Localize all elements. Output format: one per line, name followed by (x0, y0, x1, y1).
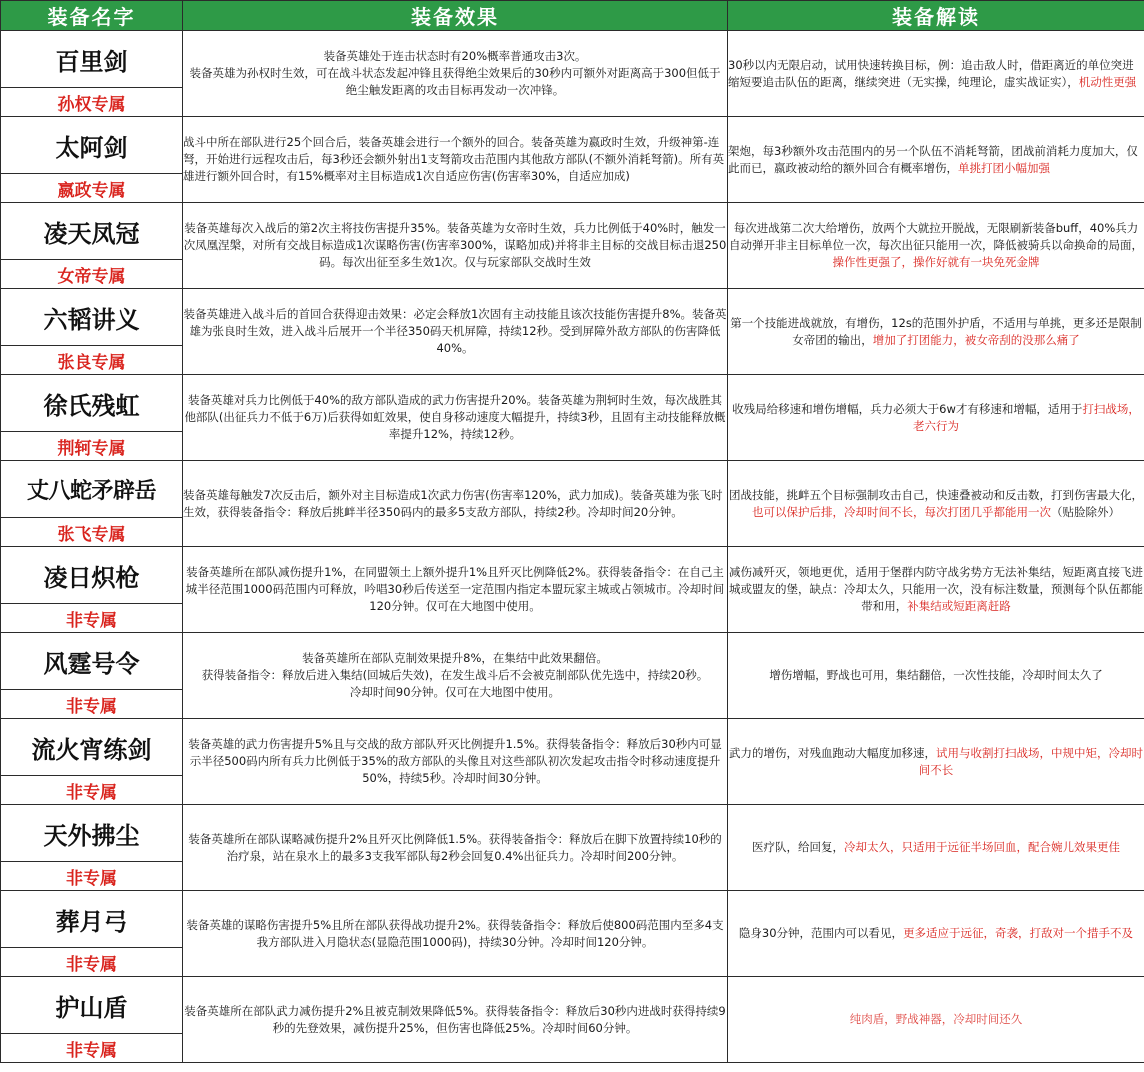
equipment-row (1, 633, 1144, 690)
interpretation-text: 武力的增伤，对残血跑动大幅度加移速， (729, 745, 936, 760)
interpretation-highlight: 纯肉盾，野战神器，冷却时间还久 (849, 1012, 1023, 1026)
equipment-name: 百里剑 (1, 31, 183, 88)
equipment-name: 风霆号令 (1, 633, 183, 690)
equipment-row (1, 375, 1144, 432)
equipment-effect: 装备英雄的武力伤害提升5%且与交战的敌方部队歼灭比例提升1.5%。获得装备指令：释放后30秒内可显示半径500码内所有兵力比例低于35%的敌方部队的头像且对这些部队初次发起攻击指令时移动速度提升50%，持续5秒。冷却时间30分钟。 (183, 719, 728, 805)
equipment-row (1, 891, 1144, 948)
interpretation-text: 医疗队，给回复， (752, 840, 844, 854)
exclusive-label: 张飞专属 (1, 518, 183, 547)
header-effect: 装备效果 (183, 1, 728, 31)
equipment-interpretation (728, 117, 1144, 203)
interpretation-tail: （贴脸除外） (1051, 504, 1120, 519)
equipment-effect: 装备英雄每触发7次反击后，额外对主目标造成1次武力伤害(伤害率120%，武力加成)。装备英雄为张飞时生效，获得装备指令：释放后挑衅半径350码内的最多5支敌方部队，持续2秒。冷却时间20分钟。 (183, 461, 728, 547)
equipment-row (1, 461, 1144, 518)
equipment-row (1, 805, 1144, 862)
header-interpretation: 装备解读 (728, 1, 1144, 31)
exclusive-label: 嬴政专属 (1, 174, 183, 203)
interpretation-highlight: 试用与收割打扫战场，中规中矩，冷却时间不长 (918, 745, 1143, 777)
equipment-effect: 装备英雄所在部队谋略减伤提升2%且歼灭比例降低1.5%。获得装备指令：释放后在脚下放置持续10秒的治疗泉，站在泉水上的最多3支我军部队每2秒会回复0.4%出征兵力。冷却时间200分钟。 (183, 805, 728, 891)
equipment-name: 六韬讲义 (1, 289, 183, 346)
equipment-effect: 装备英雄所在部队武力减伤提升2%且被克制效果降低5%。获得装备指令：释放后30秒内进战时获得持续9秒的先登效果，减伤提升25%，但伤害也降低25%。冷却时间60分钟。 (183, 977, 728, 1063)
interpretation-highlight: 操作性更强了，操作好就有一块免死金牌 (832, 255, 1040, 269)
equipment-effect: 装备英雄的谋略伤害提升5%且所在部队获得战功提升2%。获得装备指令：释放后使800码范围内至多4支我方部队进入月隐状态(显隐范围1000码)，持续30分钟。冷却时间120分钟。 (183, 891, 728, 977)
interpretation-text: 隐身30分钟，范围内可以看见， (738, 926, 904, 940)
equipment-row (1, 203, 1144, 260)
interpretation-text: 减伤减歼灭，领地更优，适用于堡群内防守战劣势方无法补集结，短距离直接飞进城或盟友的堡，缺点：冷却太久，只能用一次，没有标注数量，预测每个队伍都能带和用， (729, 565, 1143, 613)
equipment-row (1, 289, 1144, 346)
interpretation-text: 第一个技能进战就放，有增伤，12s的范围外护盾，不适用与单挑，更多还是限制女帝团的输出， (730, 315, 1142, 347)
equipment-interpretation (728, 547, 1144, 633)
interpretation-highlight: 冷却太久，只适用于远征半场回血，配合婉儿效果更佳 (844, 840, 1120, 854)
equipment-name: 护山盾 (1, 977, 183, 1034)
interpretation-text: 收残局给移速和增伤增幅，兵力必须大于6w才有移速和增幅，适用于 (732, 401, 1083, 416)
exclusive-label: 女帝专属 (1, 260, 183, 289)
equipment-interpretation (728, 633, 1144, 719)
interpretation-highlight: 单挑打团小幅加强 (958, 160, 1050, 175)
equipment-interpretation (728, 375, 1144, 461)
exclusive-label: 非专属 (1, 690, 183, 719)
equipment-row (1, 117, 1144, 174)
equipment-row (1, 547, 1144, 604)
exclusive-label: 非专属 (1, 862, 183, 891)
interpretation-text: 增伤增幅，野战也可用，集结翻倍，一次性技能，冷却时间太久了 (769, 668, 1103, 682)
exclusive-label: 非专属 (1, 948, 183, 977)
equipment-effect: 装备英雄每次入战后的第2次主将技伤害提升35%。装备英雄为女帝时生效，兵力比例低于40%时，触发一次凤凰涅槃，对所有交战目标造成1次谋略伤害(伤害率300%，谋略加成)并将非主目标的交战目标击退250码。每次出征至多生效1次。仅与玩家部队交战时生效 (183, 203, 728, 289)
equipment-interpretation (728, 289, 1144, 375)
equipment-interpretation (728, 805, 1144, 891)
equipment-row (1, 31, 1144, 88)
equipment-interpretation (728, 977, 1144, 1063)
equipment-name: 徐氏残虹 (1, 375, 183, 432)
interpretation-highlight: 机动性更强 (1078, 74, 1137, 89)
exclusive-label: 非专属 (1, 604, 183, 633)
exclusive-label: 非专属 (1, 1034, 183, 1063)
exclusive-label: 孙权专属 (1, 88, 183, 117)
equipment-name: 丈八蛇矛辟岳 (1, 461, 183, 518)
interpretation-text: 每次进战第二次大给增伤，放两个大就拉开脱战，无限刷新装备buff，40%兵力自动弹开非主目标单位一次，每次出征只能用一次，降低被骑兵以命换命的局面， (729, 221, 1143, 252)
equipment-name: 太阿剑 (1, 117, 183, 174)
exclusive-label: 荆轲专属 (1, 432, 183, 461)
equipment-row (1, 977, 1144, 1034)
equipment-interpretation (728, 461, 1144, 547)
equipment-effect: 装备英雄所在部队减伤提升1%，在同盟领土上额外提升1%且歼灭比例降低2%。获得装备指令：在自己主城半径范围1000码范围内可释放，吟唱30秒后传送至一定范围内指定本盟玩家主城或占领城市。冷却时间120分钟。仅可在大地图中使用。 (183, 547, 728, 633)
equipment-name: 凌天凤冠 (1, 203, 183, 260)
exclusive-label: 非专属 (1, 776, 183, 805)
interpretation-text: 团战技能，挑衅五个目标强制攻击自己，快速叠被动和反击数，打到伤害最大化， (729, 487, 1143, 502)
equipment-name: 流火宵练剑 (1, 719, 183, 776)
equipment-name: 葬月弓 (1, 891, 183, 948)
equipment-name: 凌日炽枪 (1, 547, 183, 604)
interpretation-highlight: 补集结或短距离赶路 (907, 599, 1011, 613)
equipment-interpretation (728, 891, 1144, 977)
interpretation-highlight: 也可以保护后排，冷却时间不长，每次打团几乎都能用一次 (752, 504, 1051, 519)
equipment-interpretation (728, 719, 1144, 805)
equipment-effect: 装备英雄所在部队克制效果提升8%，在集结中此效果翻倍。 获得装备指令：释放后进入集结(回城后失效)，在发生战斗后不会被克制部队优先选中，持续20秒。 冷却时间90分钟。仅可在大地图中使用。 (183, 633, 728, 719)
exclusive-label: 张良专属 (1, 346, 183, 375)
equipment-name: 天外拂尘 (1, 805, 183, 862)
equipment-effect: 装备英雄进入战斗后的首回合获得迎击效果：必定会释放1次固有主动技能且该次技能伤害提升8%。装备英雄为张良时生效，进入战斗后展开一个半径350码天机屏障，持续12秒。受到屏障外敌方部队的伤害降低40%。 (183, 289, 728, 375)
interpretation-highlight: 打扫战场，老六行为 (913, 401, 1140, 433)
header-row (1, 1, 1144, 31)
equipment-effect: 装备英雄处于连击状态时有20%概率普通攻击3次。 装备英雄为孙权时生效，可在战斗状态发起冲锋且获得绝尘效果后的30秒内可额外对距离高于300但低于 绝尘触发距离的攻击目标再发动一次冲锋。 (183, 31, 728, 117)
equipment-effect: 战斗中所在部队进行25个回合后，装备英雄会进行一个额外的回合。装备英雄为嬴政时生效，升级神第-连弩，开始进行远程攻击后，每3秒还会额外射出1支弩箭攻击范围内其他敌方部队(不额外消耗弩箭)。所有英雄进行额外回合时，有15%概率对主目标造成1次自适应伤害(伤害率30%，自适应加成) (183, 117, 728, 203)
header-name: 装备名字 (1, 1, 183, 31)
equipment-row (1, 719, 1144, 776)
interpretation-highlight: 更多适应于远征，奇袭，打敌对一个措手不及 (903, 926, 1134, 940)
equipment-effect: 装备英雄对兵力比例低于40%的敌方部队造成的武力伤害提升20%。装备英雄为荆轲时生效，每次战胜其他部队(出征兵力不低于6万)后获得如虹效果，使自身移动速度大幅提升，持续3秒，且固有主动技能释放概率提升12%，持续12秒。 (183, 375, 728, 461)
equipment-interpretation (728, 31, 1144, 117)
equipment-interpretation (728, 203, 1144, 289)
interpretation-highlight: 增加了打团能力，被女帝刮的没那么痛了 (872, 332, 1080, 347)
interpretation-text: 架炮，每3秒额外攻击范围内的另一个队伍不消耗弩箭，团战前消耗力度加大，仅此而已，嬴政被动给的额外回合有概率增伤， (728, 143, 1138, 175)
interpretation-text: 30秒以内无限启动，试用快速转换目标，例：追击敌人时，借距离近的单位突进缩短要追击队伍的距离，继续突进（无实操，纯理论，虚实战证实）， (728, 57, 1134, 89)
